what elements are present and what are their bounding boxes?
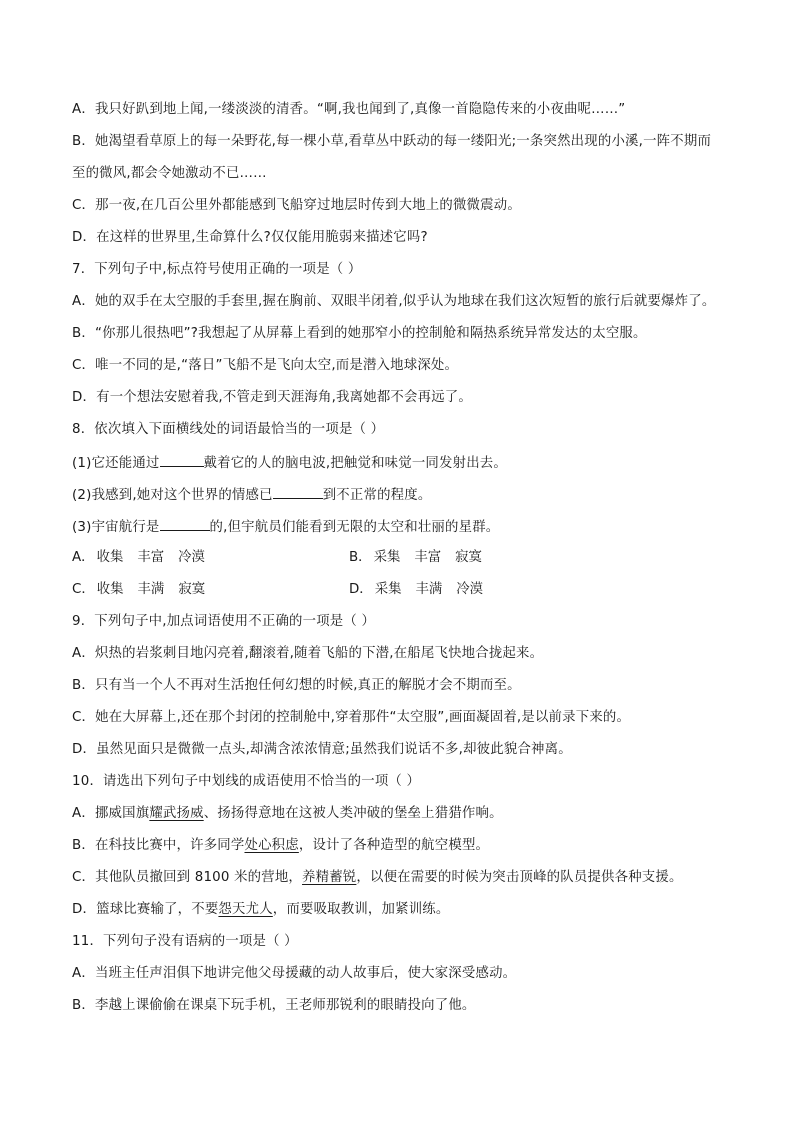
q11-stem: 11．下列句子没有语病的一项是（ ） xyxy=(72,934,298,949)
q8-option-c: C． 收集 丰满 寂寞 xyxy=(72,582,206,597)
q8-stem: 8．依次填入下面横线处的词语最恰当的一项是（ ） xyxy=(72,422,385,437)
q7-option-d: D．有一个想法安慰着我,不管走到天涯海角,我离她都不会再远了。 xyxy=(72,390,472,405)
underlined-idiom: 怨天尤人 xyxy=(218,902,273,917)
q6-option-c: C．那一夜,在几百公里外都能感到飞船穿过地层时传到大地上的微微震动。 xyxy=(72,198,521,213)
q8-s3-prefix: (3)宇宙航行是 xyxy=(72,520,160,535)
q9-stem: 9．下列句子中,加点词语使用不正确的一项是（ ） xyxy=(72,614,376,629)
q10-option-c: C．其他队员撤回到 8100 米的营地，养精蓄锐，以便在需要的时候为突击顶峰的队员提供各种支援。 xyxy=(72,870,683,885)
q9-option-c: C．她在大屏幕上,还在那个封闭的控制舱中,穿着那件“太空服”,画面凝固着,是以前录下来的。 xyxy=(72,710,631,725)
q7-option-c: C．唯一不同的是,“落日”飞船不是飞向太空,而是潜入地球深处。 xyxy=(72,358,459,373)
q11-option-b: B．李越上课偷偷在课桌下玩手机，王老师那锐利的眼睛投向了他。 xyxy=(72,998,476,1013)
q8-s3-suffix: 的,但宇航员们能看到无限的太空和壮丽的星群。 xyxy=(209,520,500,535)
q9-option-d: D．虽然见面只是微微一点头,却满含浓浓情意;虽然我们说话不多,却彼此貌合神离。 xyxy=(72,742,572,757)
q10-option-b: B．在科技比赛中，许多同学处心积虑，设计了各种造型的航空模型。 xyxy=(72,838,490,853)
q6-option-b-line2: 至的微风,都会令她激动不已…… xyxy=(72,166,267,181)
q10-option-a: A．挪威国旗耀武扬威、扬扬得意地在这被人类冲破的堡垒上猎猎作响。 xyxy=(72,806,503,821)
q11-option-a: A．当班主任声泪俱下地讲完他父母援藏的动人故事后，使大家深受感动。 xyxy=(72,966,517,981)
q6-option-b-line1: B．她渴望看草原上的每一朵野花,每一棵小草,看草丛中跃动的每一缕阳光;一条突然出现的小溪,一阵不期而 xyxy=(72,134,712,149)
fill-blank-3 xyxy=(160,517,210,531)
q7-option-a: A．她的双手在太空服的手套里,握在胸前、双眼半闭着,似乎认为地球在我们这次短暂的旅行后就要爆炸了。 xyxy=(72,294,716,309)
q8-s1-suffix: 戴着它的人的脑电波,把触觉和味觉一同发射出去。 xyxy=(203,456,507,471)
q8-option-a: A． 收集 丰富 冷漠 xyxy=(72,550,205,565)
q6-option-d: D．在这样的世界里,生命算什么?仅仅能用脆弱来描述它吗? xyxy=(72,230,428,245)
fill-blank-2 xyxy=(273,485,323,499)
q7-option-b: B．“你那儿很热吧”?我想起了从屏幕上看到的她那窄小的控制舱和隔热系统异常发达的太空服。 xyxy=(72,326,647,341)
q6-option-a: A．我只好趴到地上闻,一缕淡淡的清香。“啊,我也闻到了,真像一首隐隐传来的小夜曲呢……” xyxy=(72,102,626,117)
q8-s2-suffix: 到不正常的程度。 xyxy=(322,488,432,503)
q9-option-a: A．炽热的岩浆刺目地闪亮着,翻滚着,随着飞船的下潜,在船尾飞快地合拢起来。 xyxy=(72,646,544,661)
underlined-idiom: 养精蓄锐 xyxy=(302,870,357,885)
underlined-idiom: 处心积虑 xyxy=(244,838,299,853)
q7-stem: 7．下列句子中,标点符号使用正确的一项是（ ） xyxy=(72,262,362,277)
q8-s1-prefix: (1)它还能通过 xyxy=(72,456,160,471)
underlined-idiom: 耀武扬威 xyxy=(149,806,204,821)
q8-option-b: B． 采集 丰富 寂寞 xyxy=(349,550,482,565)
q9-option-b: B．只有当一个人不再对生活抱任何幻想的时候,真正的解脱才会不期而至。 xyxy=(72,678,521,693)
q10-option-d: D．篮球比赛输了，不要怨天尤人，而要吸取教训，加紧训练。 xyxy=(72,902,450,917)
q8-sentence-2 xyxy=(72,485,431,505)
fill-blank-1 xyxy=(160,453,204,467)
q8-s2-prefix: (2)我感到,她对这个世界的情感已 xyxy=(72,488,273,503)
q8-sentence-1 xyxy=(72,453,507,473)
q8-sentence-3 xyxy=(72,517,499,537)
q8-option-d: D． 采集 丰满 冷漠 xyxy=(349,582,484,597)
q10-stem: 10．请选出下列句子中划线的成语使用不恰当的一项（ ） xyxy=(72,774,421,789)
